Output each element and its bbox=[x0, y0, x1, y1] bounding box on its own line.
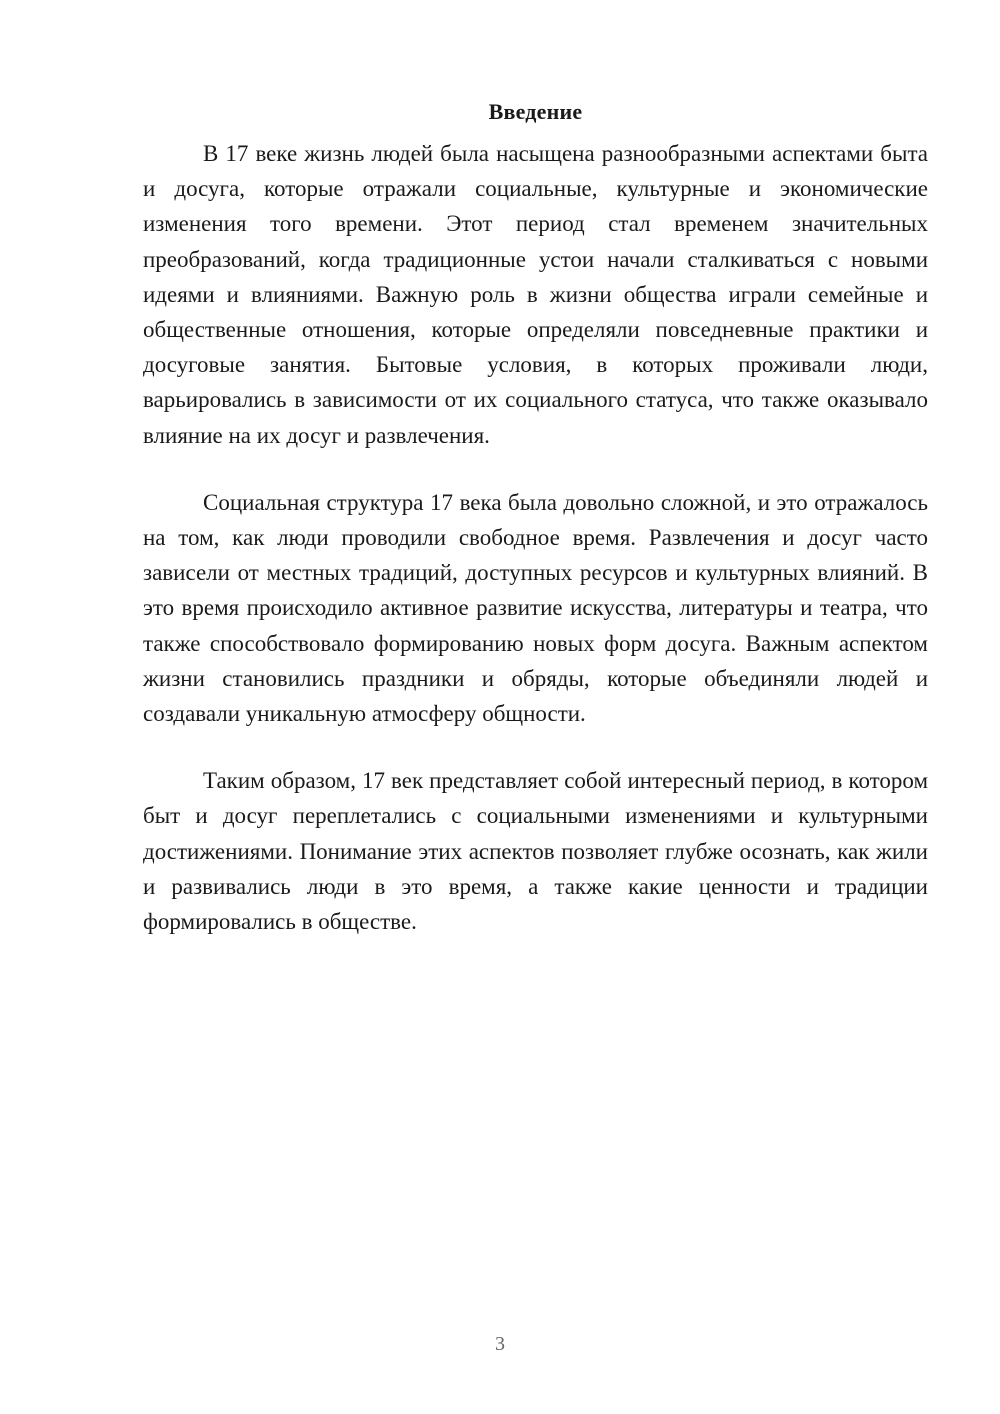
section-heading: Введение bbox=[488, 99, 583, 124]
document-body bbox=[143, 96, 928, 971]
paragraph-3: Таким образом, 17 век представляет собой интересный период, в котором быт и досуг переплетались с социальными изменениями и культурными достижениями. Понимание этих аспектов позволяет глубже осознать, как жили и развивались люди в это время, а также какие ценности и традиции формировались в обществе. bbox=[143, 768, 928, 935]
paragraph-2: Социальная структура 17 века была довольно сложной, и это отражалось на том, как люди проводили свободное время. Развлечения и досуг часто зависели от местных традиций, доступных ресурсов и культурных влияний. В это время происходило активное развитие искусства, литературы и театра, что также способствовало формированию новых форм досуга. Важным аспектом жизни становились праздники и обряды, которые объединяли людей и создавали уникальную атмосферу общности. bbox=[143, 489, 928, 727]
page-number: 3 bbox=[495, 1333, 505, 1355]
paragraph-1: В 17 веке жизнь людей была насыщена разнообразными аспектами быта и досуга, которые отражали социальные, культурные и экономические изменения того времени. Этот период стал временем значительных преобразований, когда традиционные устои начали сталкиваться с новыми идеями и влияниями. Важную роль в жизни общества играли семейные и общественные отношения, которые определяли повседневные практики и досуговые занятия. Бытовые условия, в которых проживали люди, варьировались в зависимости от их социального статуса, что также оказывало влияние на их досуг и развлечения. bbox=[143, 141, 928, 448]
